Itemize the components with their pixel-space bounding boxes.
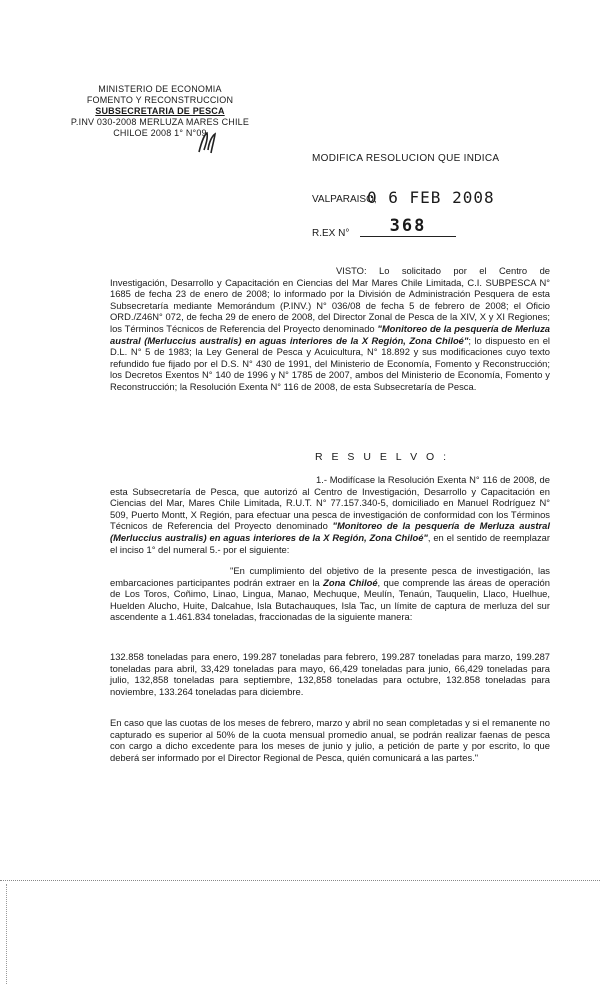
header-ministry: MINISTERIO DE ECONOMIA	[98, 84, 222, 94]
header-file-ref-2: CHILOE 2008 1° N°09	[113, 128, 207, 138]
ministry-header	[60, 84, 260, 139]
resuelvo-1-tail: , en el sentido de reemplazar el inciso 1° del numeral 5.- por el siguiente:	[110, 531, 551, 555]
quote-1-tail: , que comprende las áreas de operación de Los Toros, Coñimo, Linao, Lingua, Manao, Mechuque, Meulín, Tenaún, Tauquelin, Llaco, Huelhue, Huelden Alucho, Huite, Dalcahue, Isla Butachauques, Isla Tac, un límite de captura de merluza del sur ascendente a 1.461.834 toneladas, fraccionadas de la siguiente manera:	[110, 576, 550, 623]
rex-label: R.EX N°	[312, 228, 350, 239]
visto-lead: VISTO: Lo solicitado por el Centro de Investigación, Desarrollo y Capacitación en Ciencias del Mar Mares Chile Limitada, C.I. SUBPESCA N° 1685 de fecha 23 de enero de 2008; lo informado por la División de Administración Pesquera de esta Subsecretaría mediante Memorándum (P.INV.) N° 036/08 de fecha 5 de febrero de 2008; el Oficio ORD./Z46N° 072, de fecha 29 de enero de 2008, del Director Zonal de Pesca de la XIV, X y XI Regiones; los Términos Técnicos de Referencia del Proyecto denominado	[110, 265, 550, 334]
quote-1-zone: Zona Chiloé	[323, 576, 378, 588]
document-subject: MODIFICA RESOLUCION QUE INDICA	[312, 153, 500, 164]
stamped-date: 0 6 FEB 2008	[367, 188, 495, 207]
visto-paragraph	[110, 265, 550, 393]
quote-1-lead: "En cumplimiento del objetivo de la presente pesca de investigación, las embarcaciones participantes podrán extraer en la	[110, 565, 550, 588]
resuelvo-1-paragraph	[110, 474, 550, 555]
resuelvo-1-lead: 1.- Modifícase la Resolución Exenta N° 116 de 2008, de esta Subsecretaría de Pesca, que autorizó al Centro de Investigación, Desarrollo y Capacitación en Ciencias del Mar, Mares Chile Limitada, R.U.T. N° 77.157.340-5, domiciliado en Manuel Rodríguez N° 509, Puerto Montt, X Región, para efectuar una pesca de investigación de conformidad con los Términos Técnicos de Referencia del Proyecto denominado	[110, 474, 550, 532]
place-label: VALPARAISO,	[312, 194, 377, 205]
quote-paragraph-3: En caso que las cuotas de los meses de febrero, marzo y abril no sean completadas y si el remanente no capturado es superior al 50% de la cuota mensual promedio anual, se podrán realizar faenas de pesca con cargo a dicho excedente para los meses de junio y julio, a petición de parte y por escrito, lo que deberá ser informado por el Director Regional de Pesca, quién comunicará a las partes."	[110, 717, 550, 763]
scan-edge-line	[0, 880, 600, 881]
header-subsecretaria: SUBSECRETARIA DE PESCA	[95, 106, 225, 116]
header-fomento: FOMENTO Y RECONSTRUCCION	[86, 95, 234, 105]
quote-paragraph-2: 132.858 toneladas para enero, 199.287 toneladas para febrero, 199.287 toneladas para marzo, 199.287 toneladas para abril, 33,429 toneladas para mayo, 66,429 toneladas para junio, 66,429 toneladas para julio, 132,858 toneladas para septiembre, 132,858 toneladas para octubre, 132.858 toneladas para noviembre, 133.264 toneladas para diciembre.	[110, 651, 550, 697]
resuelvo-heading: R E S U E L V O :	[315, 451, 450, 463]
initials-signature-icon	[196, 130, 218, 156]
rex-number: 368	[360, 216, 456, 237]
quote-paragraph-1	[110, 565, 550, 623]
header-file-ref: P.INV 030-2008 MERLUZA MARES CHILE	[70, 117, 250, 127]
visto-project-title: "Monitoreo de la pesquería de Merluza austral (Merluccius australis) en aguas interiores de la X Región, Zona Chiloé"	[110, 322, 551, 346]
visto-tail: ; lo dispuesto en el D.L. N° 5 de 1983; la Ley General de Pesca y Acuicultura, N° 18.892 y sus modificaciones cuyo texto refundido fue fijado por el D.S. N° 430 de 1991, del Ministerio de Economía, Fomento y Reconstrucción; los Decretos Exentos N° 140 de 1996 y N° 1785 de 2007, ambos del Ministerio de Economía, Fomento y Reconstrucción; la Resolución Exenta N° 116 de 2008, de esta Subsecretaría de Pesca.	[110, 334, 550, 392]
resuelvo-1-project-title: "Monitoreo de la pesquería de Merluza austral (Merluccius australis) en aguas interiores de la X Región, Zona Chiloé"	[110, 520, 550, 543]
scan-margin-mark	[6, 884, 13, 984]
